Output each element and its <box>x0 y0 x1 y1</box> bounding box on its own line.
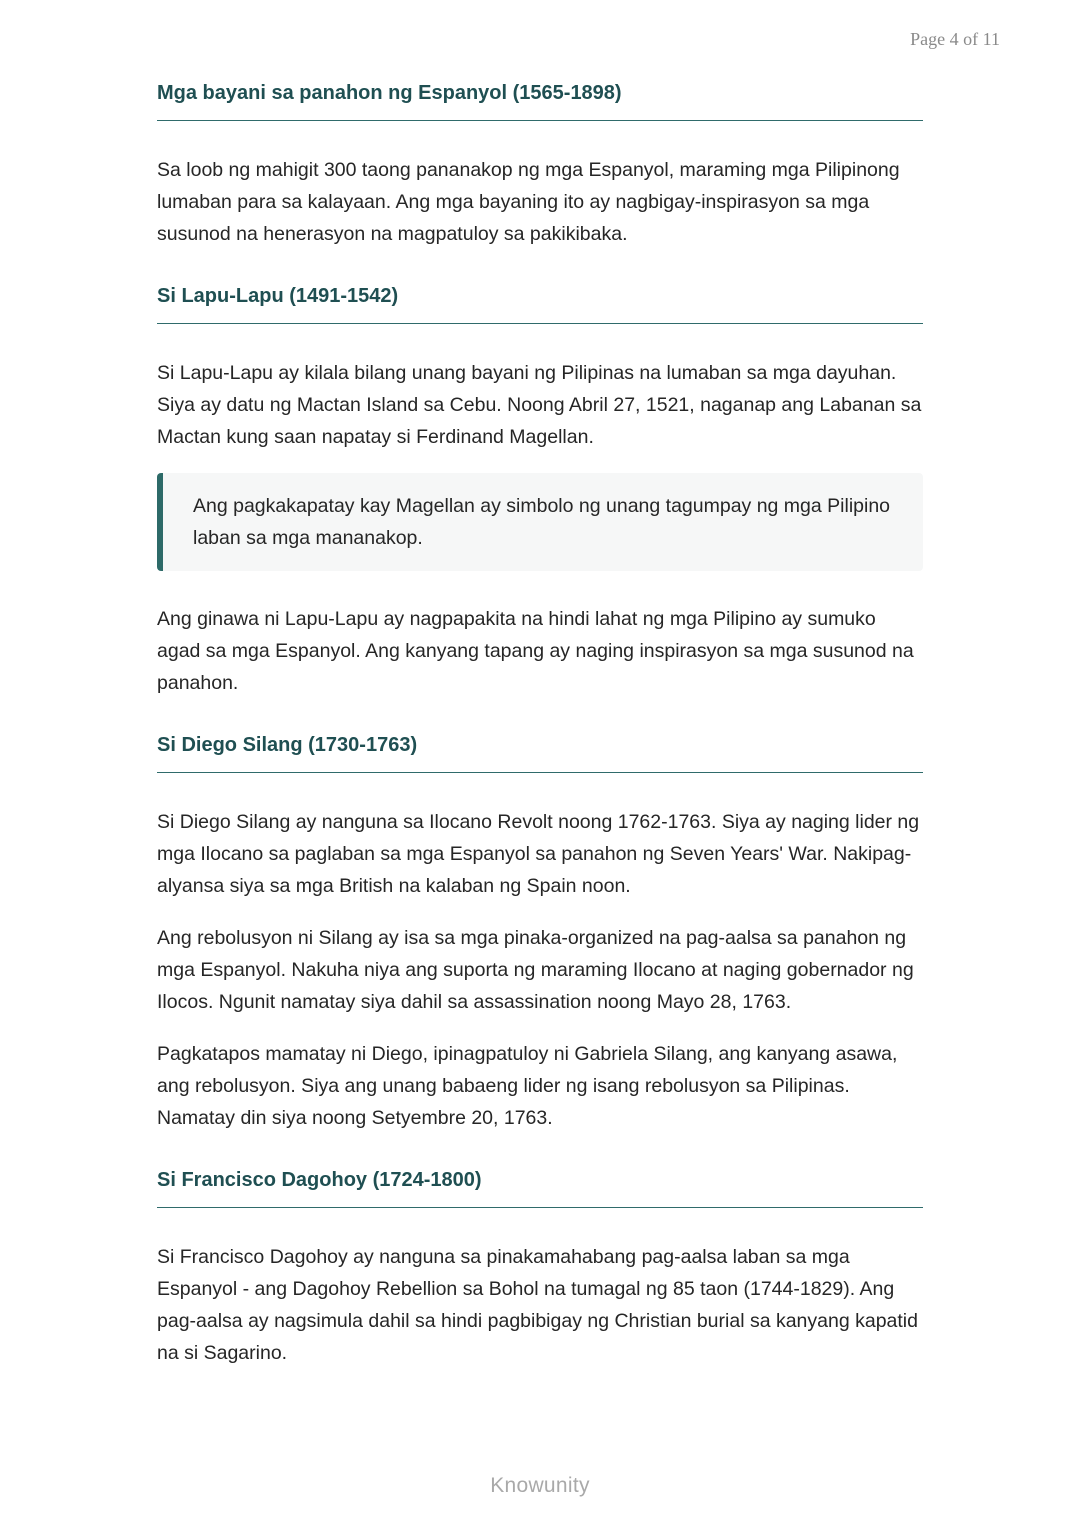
paragraph: Si Francisco Dagohoy ay nanguna sa pinakamahabang pag-aalsa laban sa mga Espanyol - ang Dagohoy Rebellion sa Bohol na tumagal ng 85 taon (1744-1829). Ang pag-aalsa ay nagsimula dahil sa hindi pagbibigay ng Christian burial sa kanyang kapatid na si Sagarino. <box>157 1246 918 1364</box>
paragraph: Si Diego Silang ay nanguna sa Ilocano Revolt noong 1762-1763. Siya ay naging lider ng mga Ilocano sa paglaban sa mga Espanyol sa panahon ng Seven Years' War. Nakipag-alyansa siya sa mga British na kalaban ng Spain noon. <box>157 811 920 897</box>
document-content <box>157 80 923 1389</box>
section-heading: Si Francisco Dagohoy (1724-1800) <box>157 1167 923 1208</box>
page-number: Page 4 of 11 <box>910 29 1000 49</box>
section-heading: Si Diego Silang (1730-1763) <box>157 732 923 773</box>
paragraph: Ang rebolusyon ni Silang ay isa sa mga pinaka-organized na pag-aalsa sa panahon ng mga Espanyol. Nakuha niya ang suporta ng maraming Ilocano at naging gobernador ng Ilocos. Ngunit namatay siya dahil sa assassination noong Mayo 28, 1763. <box>157 927 914 1013</box>
section-lapu-lapu <box>157 283 923 699</box>
section-diego-silang <box>157 732 923 1134</box>
section-heading: Mga bayani sa panahon ng Espanyol (1565-1898) <box>157 80 923 121</box>
section-spanish-era-heroes <box>157 80 923 250</box>
paragraph: Sa loob ng mahigit 300 taong pananakop ng mga Espanyol, maraming mga Pilipinong lumaban para sa kalayaan. Ang mga bayaning ito ay nagbigay-inspirasyon sa mga susunod na henerasyon na magpatuloy sa pakikibaka. <box>157 159 900 245</box>
paragraph: Ang ginawa ni Lapu-Lapu ay nagpapakita na hindi lahat ng mga Pilipino ay sumuko agad sa mga Espanyol. Ang kanyang tapang ay naging inspirasyon sa mga susunod na panahon. <box>157 608 914 694</box>
paragraph: Si Lapu-Lapu ay kilala bilang unang bayani ng Pilipinas na lumaban sa mga dayuhan. Siya ay datu ng Mactan Island sa Cebu. Noong Abril 27, 1521, naganap ang Labanan sa Mactan kung saan napatay si Ferdinand Magellan. <box>157 362 922 448</box>
callout-quote: Ang pagkakapatay kay Magellan ay simbolo ng unang tagumpay ng mga Pilipino laban sa mga mananakop. <box>157 473 923 571</box>
section-heading: Si Lapu-Lapu (1491-1542) <box>157 283 923 324</box>
paragraph: Pagkatapos mamatay ni Diego, ipinagpatuloy ni Gabriela Silang, ang kanyang asawa, ang rebolusyon. Siya ang unang babaeng lider ng isang rebolusyon sa Pilipinas. Namatay din siya noong Setyembre 20, 1763. <box>157 1043 898 1129</box>
brand-watermark: Knowunity <box>490 1474 590 1497</box>
section-francisco-dagohoy <box>157 1167 923 1369</box>
